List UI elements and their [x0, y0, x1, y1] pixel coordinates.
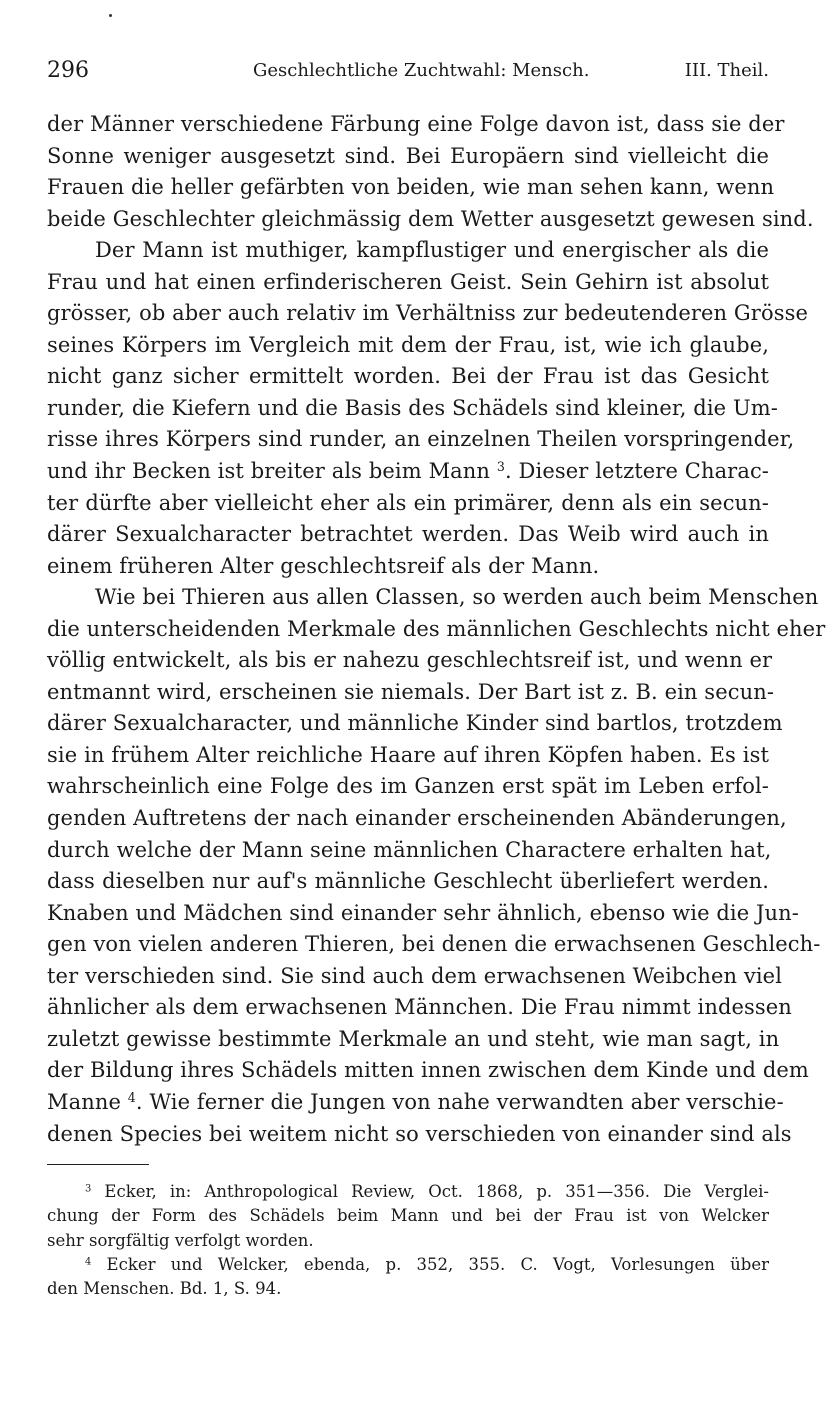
- text-line: seines Körpers im Vergleich mit dem der Frau, ist, wie ich glaube,: [47, 332, 769, 357]
- text-line: einem früheren Alter geschlechtsreif als der Mann.: [47, 553, 600, 578]
- running-head: [47, 58, 769, 88]
- main-text: [47, 109, 826, 1150]
- text-line: sie in frühem Alter reichliche Haare auf ihren Köpfen haben. Es ist: [47, 742, 769, 767]
- text-segment: . Wie ferner die Jungen von nahe verwandten aber verschie-: [135, 1089, 784, 1114]
- text-line: wahrscheinlich eine Folge des im Ganzen erst spät im Leben erfol-: [47, 774, 769, 799]
- footnote-3-line: [47, 1180, 769, 1204]
- text-line: ähnlicher als dem erwachsenen Männchen. Die Frau nimmt indessen: [47, 995, 792, 1020]
- footnote-4-line: [47, 1253, 769, 1277]
- text-line-with-footnote: [47, 1087, 784, 1119]
- text-line: dass dieselben nur auf's männliche Geschlecht überliefert werden.: [47, 869, 769, 894]
- footnote-4-line: den Menschen. Bd. 1, S. 94.: [47, 1279, 282, 1299]
- text-line: nicht ganz sicher ermittelt worden. Bei der Frau ist das Gesicht: [47, 364, 769, 389]
- text-line: Wie bei Thieren aus allen Classen, so werden auch beim Menschen: [95, 585, 819, 610]
- running-title: Geschlechtliche Zuchtwahl: Mensch.: [253, 60, 590, 81]
- text-line: die unterscheidenden Merkmale des männlichen Geschlechts nicht eher: [47, 616, 826, 641]
- text-line: Frau und hat einen erfinderischeren Geist. Sein Gehirn ist absolut: [47, 269, 769, 294]
- footnote-ref-4[interactable]: 4: [127, 1090, 136, 1106]
- footnotes: [47, 1180, 769, 1301]
- text-segment: und ihr Becken ist breiter als beim Mann: [47, 459, 491, 484]
- text-line: der Männer verschiedene Färbung eine Folge davon ist, dass sie der: [47, 112, 785, 136]
- text-line: genden Auftretens der nach einander erscheinenden Abänderungen,: [47, 806, 787, 831]
- part-label: III. Theil.: [684, 60, 769, 81]
- text-line: Knaben und Mädchen sind einander sehr ähnlich, ebenso wie die Jun-: [47, 900, 800, 925]
- text-line: Frauen die heller gefärbten von beiden, wie man sehen kann, wenn: [47, 175, 775, 200]
- text-line: därer Sexualcharacter betrachtet werden. Das Weib wird auch in: [47, 522, 769, 547]
- footnote-text: Ecker und Welcker, ebenda, p. 352, 355. C. Vogt, Vorlesungen über: [106, 1254, 769, 1274]
- text-line: ter dürfte aber vielleicht eher als ein primärer, denn als ein secun-: [47, 490, 769, 515]
- text-line: därer Sexualcharacter, und männliche Kinder sind bartlos, trotzdem: [47, 711, 783, 736]
- text-line: ter verschieden sind. Sie sind auch dem erwachsenen Weibchen viel: [47, 963, 783, 988]
- footnote-divider: [47, 1164, 149, 1165]
- text-segment: Manne: [47, 1089, 121, 1114]
- text-line: durch welche der Mann seine männlichen Charactere erhalten hat,: [47, 837, 772, 862]
- book-page: [47, 0, 826, 1407]
- footnote-3-line: sehr sorgfältig verfolgt worden.: [47, 1230, 314, 1250]
- print-speck: [109, 14, 112, 17]
- footnote-mark-4: 4: [85, 1256, 92, 1268]
- footnote-3-line: chung der Form des Schädels beim Mann und bei der Frau ist von Welcker: [47, 1206, 769, 1226]
- text-line: gen von vielen anderen Thieren, bei denen die erwachsenen Geschlech-: [47, 932, 821, 957]
- text-line: Sonne weniger ausgesetzt sind. Bei Europäern sind vielleicht die: [47, 143, 769, 168]
- text-line: Der Mann ist muthiger, kampflustiger und energischer als die: [95, 238, 769, 263]
- footnote-mark-3: 3: [85, 1183, 92, 1195]
- page-number: 296: [47, 58, 89, 83]
- text-line: denen Species bei weitem nicht so verschieden von einander sind als: [47, 1121, 792, 1146]
- text-line: völlig entwickelt, als bis er nahezu geschlechtsreif ist, und wenn er: [47, 648, 773, 673]
- footnote-text: Ecker, in: Anthropological Review, Oct. 1868, p. 351—356. Die Verglei-: [104, 1182, 770, 1201]
- text-line: der Bildung ihres Schädels mitten innen zwischen dem Kinde und dem: [47, 1058, 809, 1083]
- text-line: risse ihres Körpers sind runder, an einzelnen Theilen vorspringender,: [47, 427, 795, 452]
- text-line: grösser, ob aber auch relativ im Verhältniss zur bedeutenderen Grösse: [47, 301, 808, 326]
- text-line: runder, die Kiefern und die Basis des Schädels sind kleiner, die Um-: [47, 395, 778, 420]
- text-line: entmannt wird, erscheinen sie niemals. Der Bart ist z. B. ein secun-: [47, 679, 775, 704]
- text-segment: . Dieser letztere Charac-: [504, 459, 769, 484]
- text-line: beide Geschlechter gleichmässig dem Wetter ausgesetzt gewesen sind.: [47, 206, 814, 231]
- text-line: zuletzt gewisse bestimmte Merkmale an und steht, wie man sagt, in: [47, 1026, 780, 1051]
- footnote-ref-3[interactable]: 3: [496, 459, 505, 475]
- text-line-with-footnote: [47, 456, 769, 488]
